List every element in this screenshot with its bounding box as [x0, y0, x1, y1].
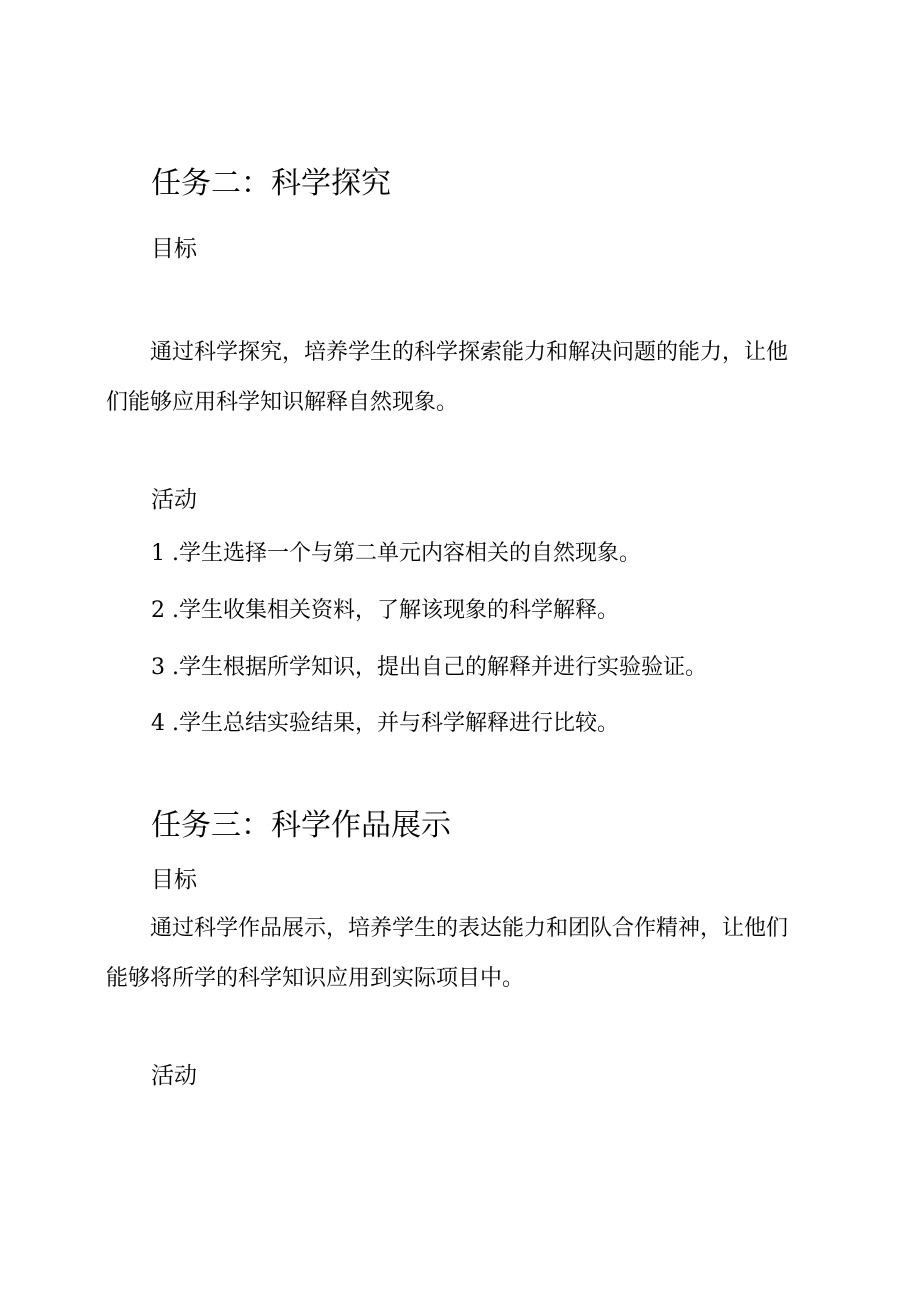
goal-paragraph: 通过科学探究，培养学生的科学探索能力和解决问题的能力，让他们能够应用科学知识解释自然现象。: [106, 340, 789, 415]
activity-item-4: 4 .学生总结实验结果，并与科学解释进行比较。: [151, 711, 619, 736]
activity-item-2: 2 .学生收集相关资料，了解该现象的科学解释。: [151, 598, 619, 623]
goal-heading: 目标: [151, 236, 197, 262]
goal-heading: 目标: [151, 867, 197, 893]
activity-item-1: 1 .学生选择一个与第二单元内容相关的自然现象。: [151, 541, 641, 566]
activity-heading: 活动: [151, 487, 197, 513]
goal-paragraph: 通过科学作品展示，培养学生的表达能力和团队合作精神，让他们能够将所学的科学知识应用到实际项目中。: [106, 916, 789, 991]
activity-heading: 活动: [151, 1063, 197, 1089]
activity-item-3: 3 .学生根据所学知识，提出自己的解释并进行实验验证。: [151, 655, 707, 680]
section-title-task-2: 任务二：科学探究: [151, 166, 391, 201]
section-title-task-3: 任务三：科学作品展示: [151, 808, 451, 843]
